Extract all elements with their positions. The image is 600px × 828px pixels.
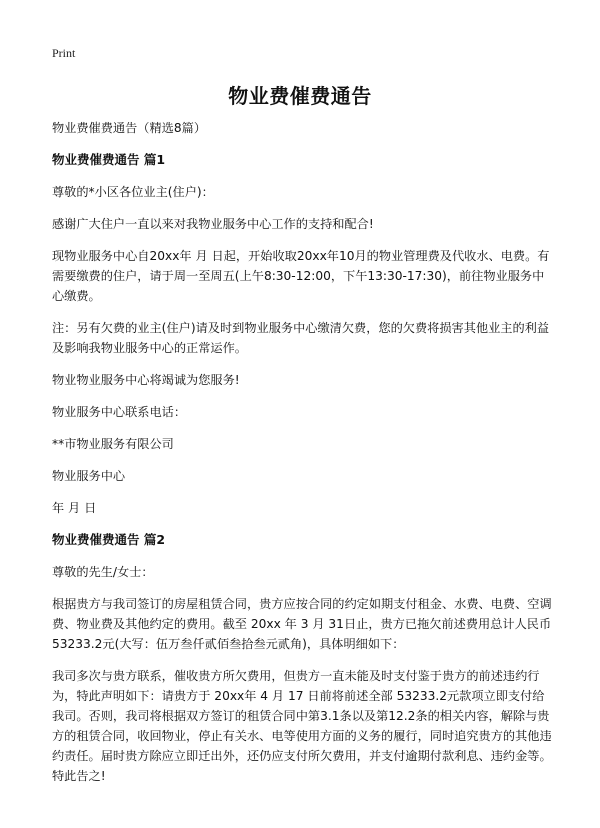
paragraph: 物业物业服务中心将竭诚为您服务! <box>52 373 240 387</box>
document-subtitle: 物业费催费通告（精选8篇） <box>52 121 207 135</box>
print-label[interactable]: Print <box>52 46 76 60</box>
paragraph: 根据贵方与我司签订的房屋租赁合同，贵方应按合同的约定如期支付租金、水费、电费、空调费、物业费及其他约定的费用。截至 20xx 年 3 月 31日止，贵方已拖欠前述费用总计人民币 53233.2元(大写：伍万叁仟贰佰叁拾叁元贰角)，具体明细如下： <box>52 597 552 651</box>
paragraph: 现物业服务中心自20xx年 月 日起，开始收取20xx年10月的物业管理费及代收水、电费。有需要缴费的住户，请于周一至周五(上午8:30-12:00，下午13:30-17:30)，前往物业服务中心缴费。 <box>52 249 550 303</box>
paragraph: 年 月 日 <box>52 501 97 515</box>
paragraph: 物业服务中心 <box>52 469 126 483</box>
section-heading: 物业费催费通告 篇2 <box>52 532 166 547</box>
document-body <box>52 118 552 798</box>
page-title: 物业费催费通告 <box>228 84 372 108</box>
paragraph: 注：另有欠费的业主(住户)请及时到物业服务中心缴清欠费，您的欠费将损害其他业主的利益及影响我物业服务中心的正常运作。 <box>52 321 550 355</box>
paragraph: 我司多次与贵方联系，催收贵方所欠费用，但贵方一直未能及时支付鉴于贵方的前述违约行为，特此声明如下：请贵方于 20xx年 4 月 17 日前将前述全部 53233.2元款项立即支付给我司。否则，我司将根据双方签订的租赁合同中第3.1条以及第12.2条的相关内容，解除与贵方的租赁合同，收回物业，停止有关水、电等使用方面的义务的履行，同时追究贵方的其他违约责任。届时贵方除应立即迁出外，还仍应支付所欠费用，并支付逾期付款利息、违约金等。特此告之! <box>52 669 552 783</box>
paragraph: **市物业服务有限公司 <box>52 437 174 451</box>
paragraph: 尊敬的先生/女士： <box>52 565 154 579</box>
paragraph: 感谢广大住户一直以来对我物业服务中心工作的支持和配合! <box>52 217 374 231</box>
paragraph: 物业服务中心联系电话： <box>52 405 187 419</box>
section-heading: 物业费催费通告 篇1 <box>52 152 166 167</box>
paragraph: 尊敬的*小区各位业主(住户)： <box>52 185 214 199</box>
